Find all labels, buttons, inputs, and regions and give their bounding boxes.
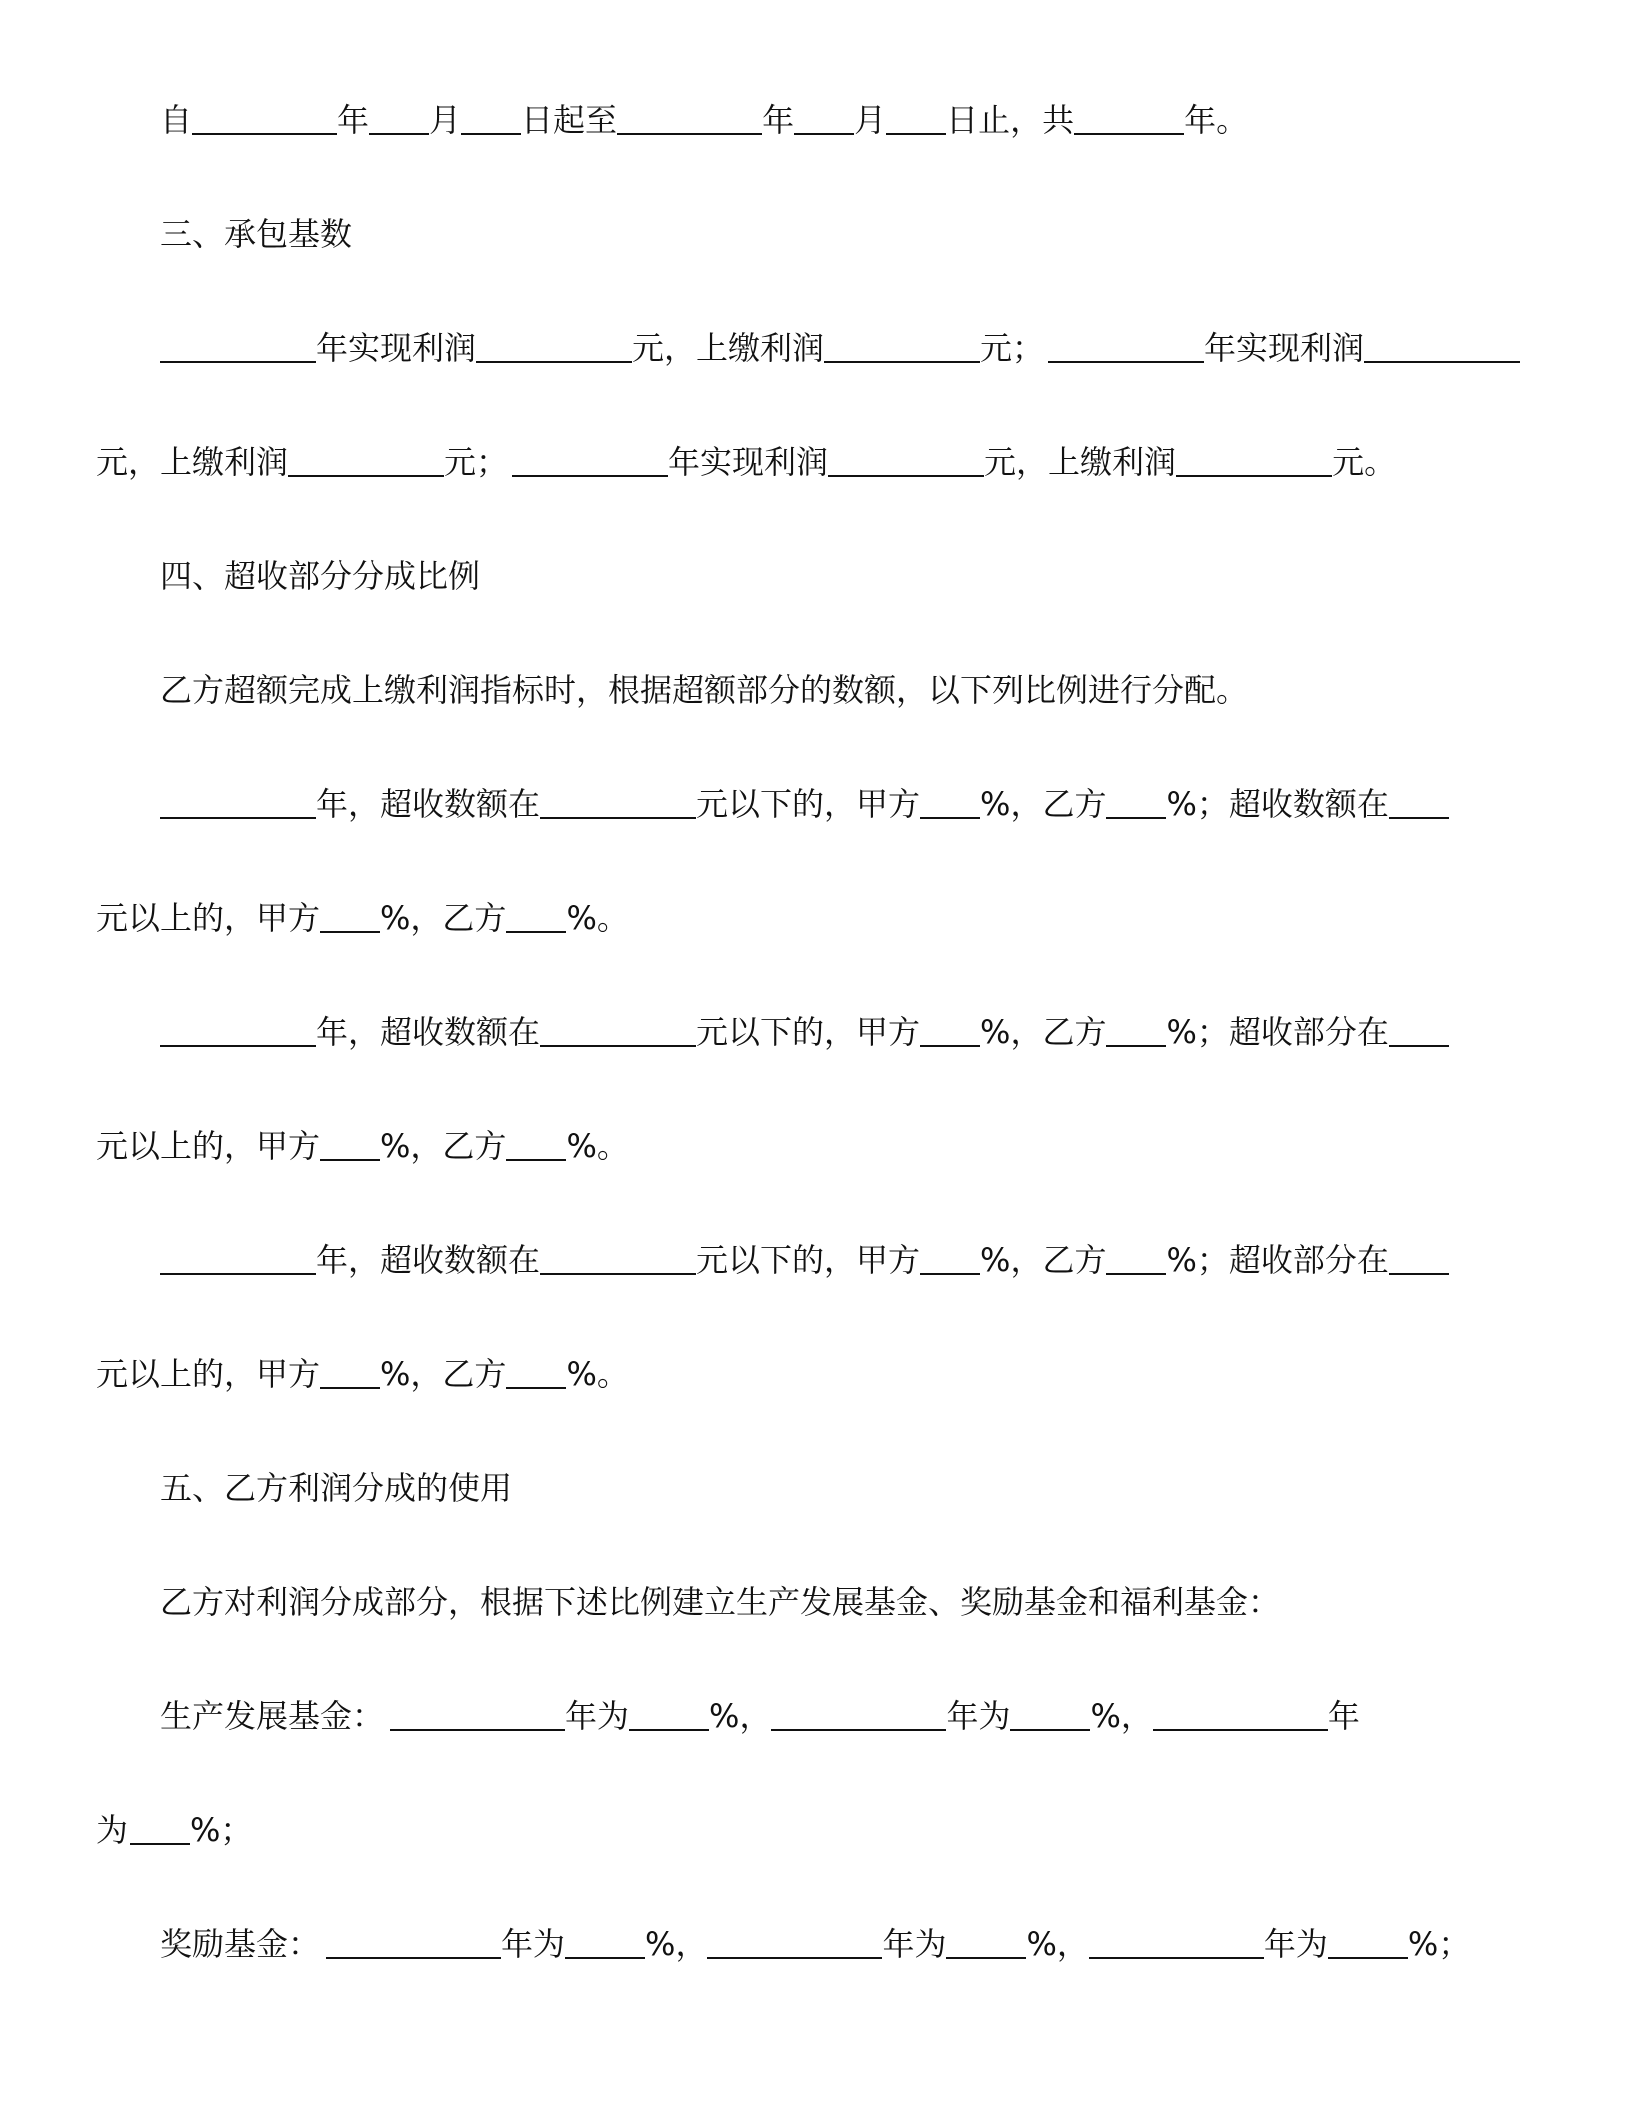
blank-year[interactable] [1089, 1923, 1264, 1959]
text: 年 [1327, 1697, 1360, 1735]
text: %。 [566, 899, 629, 937]
blank-year[interactable] [160, 327, 316, 363]
blank-start-day[interactable] [461, 99, 521, 135]
text: 年为 [946, 1697, 1011, 1735]
text: 年实现利润 [316, 329, 477, 367]
text: 元以下的，甲方 [696, 785, 921, 823]
reward-fund-line [96, 1922, 1536, 1966]
production-fund-line [96, 1694, 1536, 1738]
blank-year[interactable] [160, 783, 316, 819]
text: %， [1026, 1925, 1089, 1963]
text: 年实现利润 [668, 443, 829, 481]
text: 元，上缴利润 [984, 443, 1177, 481]
blank-party-a-pct[interactable] [320, 897, 380, 933]
blank-amount[interactable] [540, 1239, 696, 1275]
blank-year[interactable] [707, 1923, 882, 1959]
text: %；超收数额在 [1166, 785, 1389, 823]
blank-year[interactable] [1153, 1695, 1328, 1731]
blank-start-year[interactable] [192, 99, 337, 135]
text: 日止，共 [946, 101, 1075, 139]
text: 月 [429, 101, 462, 139]
excess-line-3-cont [96, 1352, 1536, 1396]
blank-total-years[interactable] [1074, 99, 1184, 135]
text: 年为 [565, 1697, 630, 1735]
text: 年 [762, 101, 795, 139]
contract-period-line [96, 98, 1536, 142]
text: 年为 [501, 1925, 566, 1963]
blank-party-b-pct[interactable] [506, 897, 566, 933]
blank-party-b-pct[interactable] [506, 1125, 566, 1161]
blank-party-a-pct[interactable] [920, 783, 980, 819]
blank-profit[interactable] [828, 441, 984, 477]
excess-line-2 [96, 1010, 1536, 1054]
text: %， [709, 1697, 772, 1735]
blank-pct[interactable] [130, 1809, 190, 1845]
text: %；超收部分在 [1166, 1013, 1389, 1051]
text: 自 [160, 101, 193, 139]
text: 元； [444, 443, 509, 481]
blank-paid-profit[interactable] [824, 327, 980, 363]
text: %，乙方 [980, 785, 1107, 823]
text: 年，超收数额在 [316, 1241, 541, 1279]
text: 年为 [1263, 1925, 1328, 1963]
text: %； [1407, 1925, 1471, 1963]
blank-party-b-pct[interactable] [1106, 1239, 1166, 1275]
text: %；超收部分在 [1166, 1241, 1389, 1279]
paragraph-fund-intro: 乙方对利润分成部分，根据下述比例建立生产发展基金、奖励基金和福利基金： [160, 1583, 1281, 1621]
excess-line-1 [96, 782, 1536, 826]
blank-profit[interactable] [476, 327, 632, 363]
blank-year[interactable] [390, 1695, 565, 1731]
excess-line-3 [96, 1238, 1536, 1282]
text: 元以上的，甲方 [96, 1127, 321, 1165]
blank-profit[interactable] [1364, 327, 1520, 363]
blank-pct[interactable] [1010, 1695, 1090, 1731]
text: 年，超收数额在 [316, 785, 541, 823]
text: 生产发展基金： [160, 1697, 385, 1735]
blank-party-b-pct[interactable] [1106, 1011, 1166, 1047]
text: 年，超收数额在 [316, 1013, 541, 1051]
blank-pct[interactable] [946, 1923, 1026, 1959]
blank-amount[interactable] [540, 783, 696, 819]
blank-amount[interactable] [1389, 1011, 1449, 1047]
text: %， [645, 1925, 708, 1963]
quota-line-1 [96, 326, 1536, 370]
text: 年实现利润 [1204, 329, 1365, 367]
blank-end-month[interactable] [794, 99, 854, 135]
text: 元以上的，甲方 [96, 1355, 321, 1393]
text: %，乙方 [380, 899, 507, 937]
blank-year[interactable] [326, 1923, 501, 1959]
blank-party-b-pct[interactable] [1106, 783, 1166, 819]
production-fund-line-cont [96, 1808, 1536, 1852]
text: 日起至 [521, 101, 618, 139]
blank-start-month[interactable] [369, 99, 429, 135]
excess-line-2-cont [96, 1124, 1536, 1168]
paragraph-distribution-intro: 乙方超额完成上缴利润指标时，根据超额部分的数额，以下列比例进行分配。 [160, 671, 1249, 709]
text: 年 [337, 101, 370, 139]
blank-party-a-pct[interactable] [920, 1011, 980, 1047]
text: %。 [566, 1127, 629, 1165]
text: %。 [566, 1355, 629, 1393]
section-heading-5: 五、乙方利润分成的使用 [160, 1469, 513, 1507]
blank-pct[interactable] [1328, 1923, 1408, 1959]
text: 为 [96, 1811, 129, 1849]
blank-end-year[interactable] [617, 99, 762, 135]
blank-paid-profit[interactable] [288, 441, 444, 477]
text: %，乙方 [380, 1355, 507, 1393]
text: 年为 [882, 1925, 947, 1963]
text: 元。 [1332, 443, 1397, 481]
blank-year[interactable] [512, 441, 668, 477]
blank-party-a-pct[interactable] [320, 1125, 380, 1161]
blank-amount[interactable] [1389, 1239, 1449, 1275]
blank-amount[interactable] [540, 1011, 696, 1047]
blank-year[interactable] [160, 1011, 316, 1047]
text: %，乙方 [980, 1241, 1107, 1279]
blank-end-day[interactable] [886, 99, 946, 135]
text: %，乙方 [980, 1013, 1107, 1051]
text: 元以下的，甲方 [696, 1013, 921, 1051]
text: %， [1090, 1697, 1153, 1735]
text: 年。 [1184, 101, 1249, 139]
blank-pct[interactable] [565, 1923, 645, 1959]
blank-party-a-pct[interactable] [320, 1353, 380, 1389]
text: 元； [980, 329, 1045, 367]
blank-year[interactable] [1048, 327, 1204, 363]
text: %； [190, 1811, 253, 1849]
blank-paid-profit[interactable] [1176, 441, 1332, 477]
text: 元，上缴利润 [632, 329, 825, 367]
section-heading-3: 三、承包基数 [160, 215, 353, 253]
text: 奖励基金： [160, 1925, 321, 1963]
text: %，乙方 [380, 1127, 507, 1165]
blank-party-b-pct[interactable] [506, 1353, 566, 1389]
blank-year[interactable] [771, 1695, 946, 1731]
blank-pct[interactable] [629, 1695, 709, 1731]
blank-year[interactable] [160, 1239, 316, 1275]
text: 元，上缴利润 [96, 443, 289, 481]
text: 月 [854, 101, 887, 139]
section-heading-4: 四、超收部分分成比例 [160, 557, 481, 595]
blank-party-a-pct[interactable] [920, 1239, 980, 1275]
blank-amount[interactable] [1389, 783, 1449, 819]
quota-line-2 [96, 440, 1536, 484]
text: 元以下的，甲方 [696, 1241, 921, 1279]
excess-line-1-cont [96, 896, 1536, 940]
text: 元以上的，甲方 [96, 899, 321, 937]
